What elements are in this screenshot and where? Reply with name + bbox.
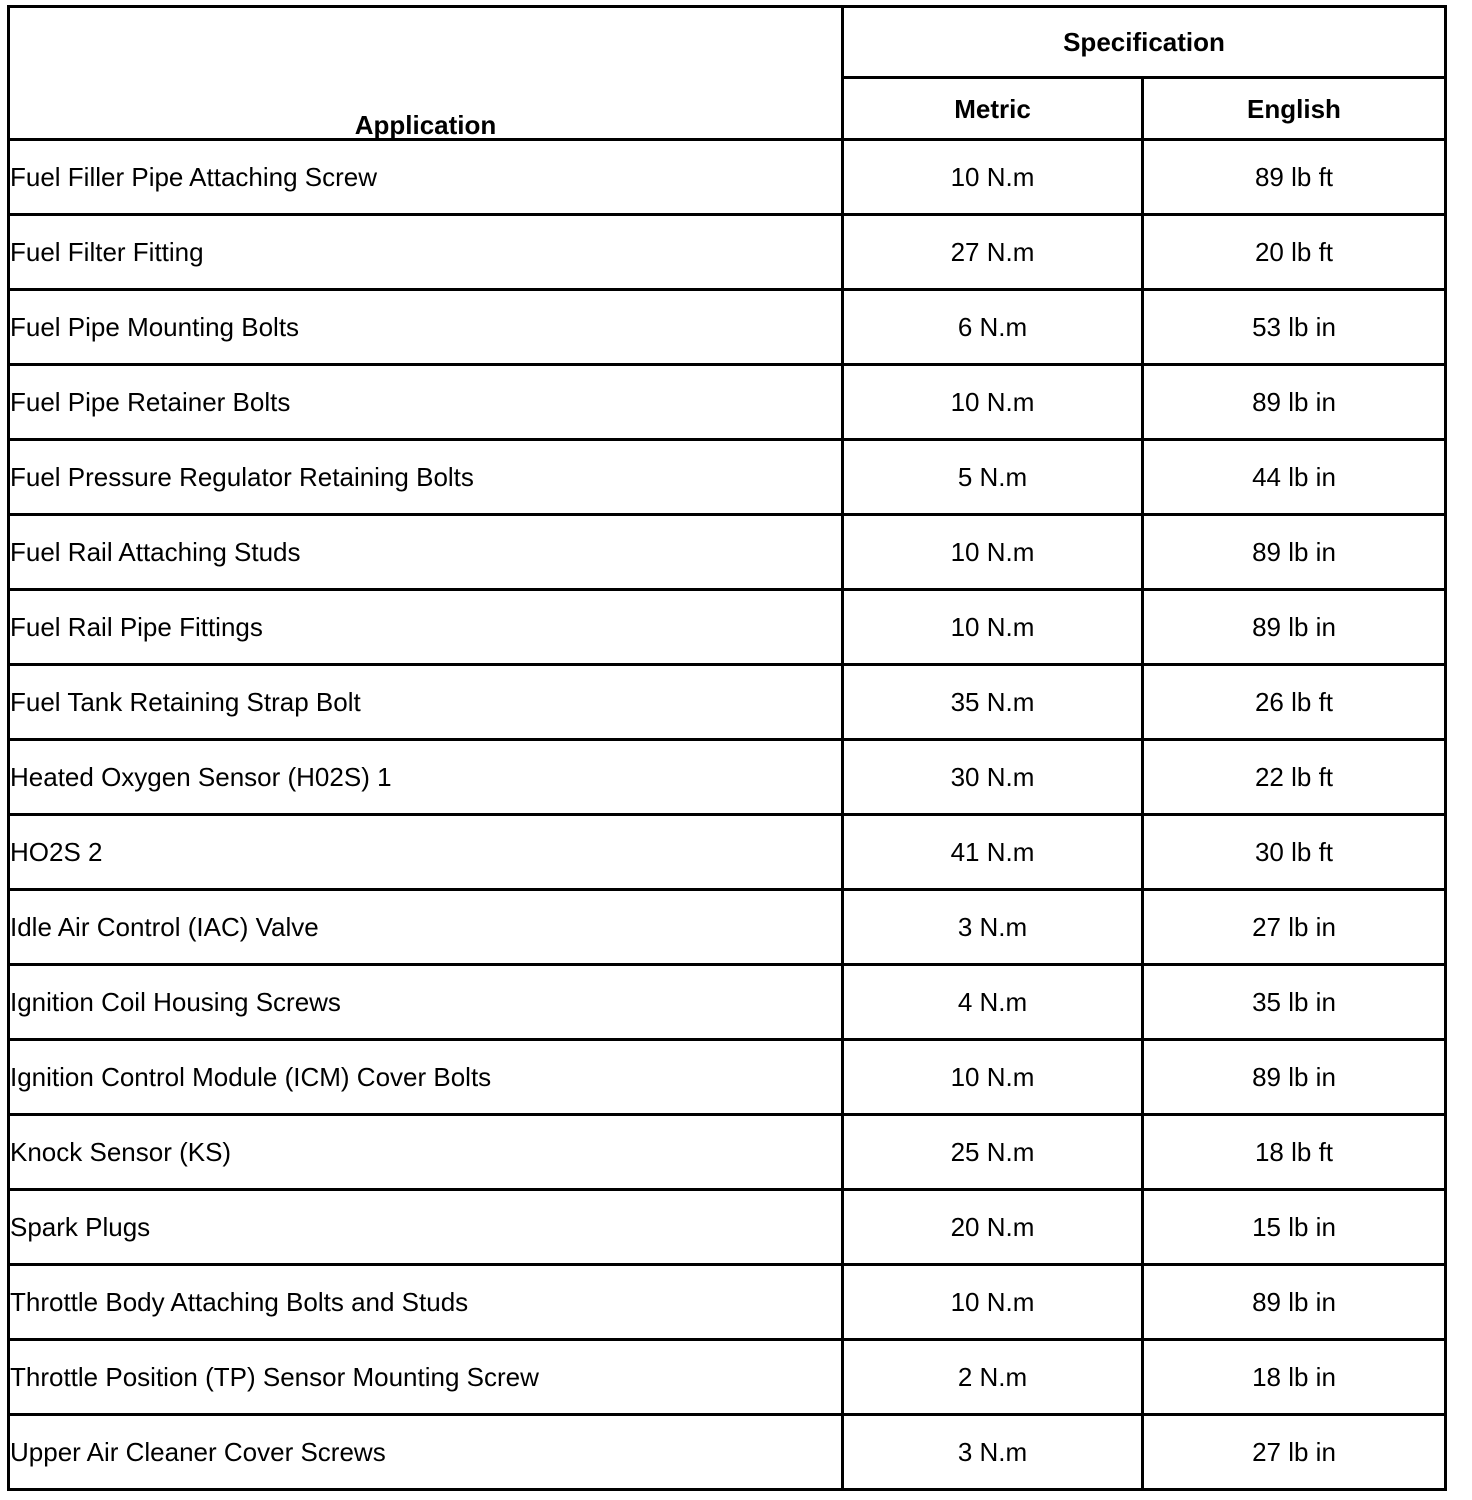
application-cell: Spark Plugs — [9, 1190, 843, 1265]
english-cell: 89 lb in — [1143, 1265, 1446, 1340]
application-cell: Ignition Control Module (ICM) Cover Bolts — [9, 1040, 843, 1115]
table-row — [9, 140, 1446, 215]
table-row — [9, 1115, 1446, 1190]
table-row — [9, 215, 1446, 290]
metric-cell: 10 N.m — [843, 140, 1143, 215]
metric-cell: 41 N.m — [843, 815, 1143, 890]
metric-cell: 10 N.m — [843, 1040, 1143, 1115]
table-row — [9, 815, 1446, 890]
application-cell: Heated Oxygen Sensor (H02S) 1 — [9, 740, 843, 815]
metric-cell: 27 N.m — [843, 215, 1143, 290]
english-cell: 89 lb in — [1143, 590, 1446, 665]
english-cell: 89 lb in — [1143, 1040, 1446, 1115]
english-cell: 20 lb ft — [1143, 215, 1446, 290]
metric-cell: 6 N.m — [843, 290, 1143, 365]
application-cell: Idle Air Control (IAC) Valve — [9, 890, 843, 965]
english-cell: 18 lb ft — [1143, 1115, 1446, 1190]
english-cell: 27 lb in — [1143, 890, 1446, 965]
application-cell: Fuel Rail Attaching Studs — [9, 515, 843, 590]
application-cell: Fuel Filter Fitting — [9, 215, 843, 290]
table-row — [9, 365, 1446, 440]
table-row — [9, 590, 1446, 665]
specification-header: Specification — [843, 7, 1446, 78]
table-row — [9, 665, 1446, 740]
metric-cell: 10 N.m — [843, 515, 1143, 590]
application-cell: HO2S 2 — [9, 815, 843, 890]
header-row-top — [9, 7, 1446, 78]
application-cell: Fuel Filler Pipe Attaching Screw — [9, 140, 843, 215]
metric-cell: 30 N.m — [843, 740, 1143, 815]
table-row — [9, 1340, 1446, 1415]
english-cell: 22 lb ft — [1143, 740, 1446, 815]
english-cell: 89 lb ft — [1143, 140, 1446, 215]
table-row — [9, 440, 1446, 515]
metric-cell: 10 N.m — [843, 365, 1143, 440]
application-cell: Fuel Tank Retaining Strap Bolt — [9, 665, 843, 740]
application-cell: Upper Air Cleaner Cover Screws — [9, 1415, 843, 1490]
table-row — [9, 965, 1446, 1040]
application-cell: Throttle Body Attaching Bolts and Studs — [9, 1265, 843, 1340]
metric-cell: 35 N.m — [843, 665, 1143, 740]
torque-spec-table — [7, 5, 1447, 1491]
table-row — [9, 515, 1446, 590]
metric-cell: 3 N.m — [843, 890, 1143, 965]
table-row — [9, 740, 1446, 815]
english-cell: 89 lb in — [1143, 365, 1446, 440]
application-cell: Fuel Pipe Mounting Bolts — [9, 290, 843, 365]
metric-cell: 10 N.m — [843, 1265, 1143, 1340]
table-row — [9, 1265, 1446, 1340]
metric-cell: 3 N.m — [843, 1415, 1143, 1490]
english-cell: 35 lb in — [1143, 965, 1446, 1040]
metric-cell: 5 N.m — [843, 440, 1143, 515]
table-row — [9, 290, 1446, 365]
application-cell: Fuel Pressure Regulator Retaining Bolts — [9, 440, 843, 515]
english-cell: 18 lb in — [1143, 1340, 1446, 1415]
metric-cell: 2 N.m — [843, 1340, 1143, 1415]
application-cell: Knock Sensor (KS) — [9, 1115, 843, 1190]
english-cell: 44 lb in — [1143, 440, 1446, 515]
table-row — [9, 1190, 1446, 1265]
metric-cell: 4 N.m — [843, 965, 1143, 1040]
metric-cell: 10 N.m — [843, 590, 1143, 665]
english-cell: 30 lb ft — [1143, 815, 1446, 890]
english-cell: 26 lb ft — [1143, 665, 1446, 740]
table-row — [9, 1415, 1446, 1490]
english-cell: 89 lb in — [1143, 515, 1446, 590]
english-cell: 15 lb in — [1143, 1190, 1446, 1265]
metric-cell: 25 N.m — [843, 1115, 1143, 1190]
english-header: English — [1143, 78, 1446, 140]
table-row — [9, 890, 1446, 965]
application-cell: Fuel Pipe Retainer Bolts — [9, 365, 843, 440]
application-cell: Throttle Position (TP) Sensor Mounting Screw — [9, 1340, 843, 1415]
english-cell: 27 lb in — [1143, 1415, 1446, 1490]
application-header: Application — [9, 7, 843, 140]
metric-header: Metric — [843, 78, 1143, 140]
english-cell: 53 lb in — [1143, 290, 1446, 365]
application-cell: Ignition Coil Housing Screws — [9, 965, 843, 1040]
application-cell: Fuel Rail Pipe Fittings — [9, 590, 843, 665]
table-row — [9, 1040, 1446, 1115]
metric-cell: 20 N.m — [843, 1190, 1143, 1265]
